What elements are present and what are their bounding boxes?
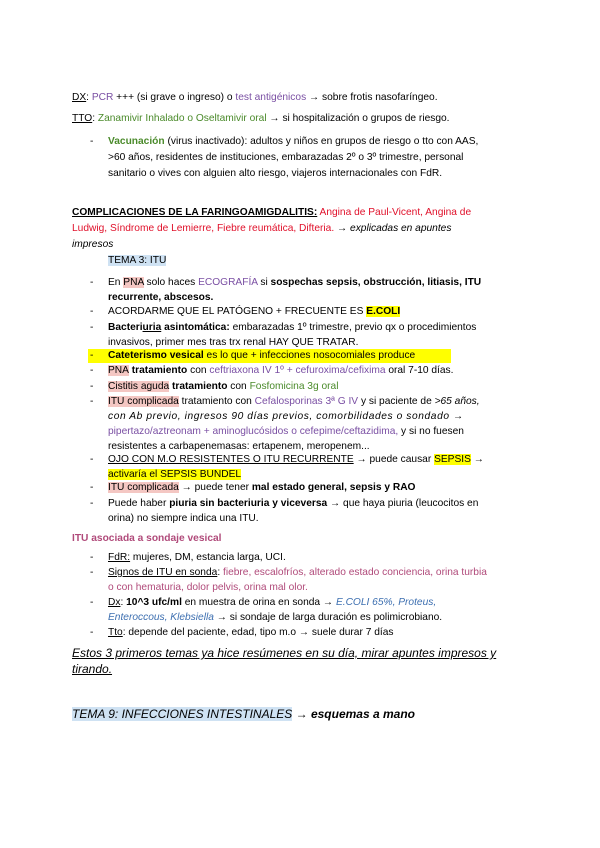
bullet: -: [90, 306, 94, 317]
bullet: -: [90, 482, 94, 493]
list-item: ITU complicada tratamiento con Cefalosporinas 3ª G IV y si paciente de >65 años, con Ab previo, ingresos 90 días previos, comorbilidades o sondado → pipertazo/aztreonam + aminoglucósidos o cefepime/ceftazidima, y si no fuesen resistentes a carbapenemasas: ertapenem, meropenem...: [108, 396, 480, 452]
dx-line: DX: PCR +++ (si grave o ingreso) o test antigénicos → sobre frotis nasofaríngeo.: [72, 92, 438, 103]
list-item: Cateterismo vesical es lo que + infecciones nosocomiales produce: [108, 350, 416, 361]
list-item: Cistitis aguda tratamiento con Fosfomicina 3g oral: [108, 381, 339, 392]
tto-drugs: Zanamivir Inhalado o Oseltamivir oral: [97, 113, 267, 124]
list-item: Puede haber piuria sin bacteriuria y viceversa → que haya piuria (leucocitos en orina) no siempre indica una ITU.: [108, 498, 479, 524]
tema9-title: TEMA 9: INFECCIONES INTESTINALES → esquemas a mano: [72, 707, 415, 721]
bullet: -: [90, 277, 94, 288]
dx-label: DX: [72, 92, 87, 103]
tto-label: TTO: [72, 113, 93, 124]
tema3-title: TEMA 3: ITU: [108, 255, 167, 266]
vacunacion-title: Vacunación: [108, 136, 165, 147]
list-item: PNA tratamiento con ceftriaxona IV 1º + cefuroxima/cefixima oral 7-10 días.: [108, 365, 454, 376]
vacunacion-item: Vacunación (virus inactivado): adultos y niños en grupos de riesgo o tto con AAS, >60 años, residentes de instituciones, embarazadas 2º o 3º trimestre, personal sanitario o vives con alguien alto riesgo, viajeros internacionales con FdR.: [108, 136, 479, 179]
test-antigenicos: test antigénicos: [235, 92, 307, 103]
bullet: -: [90, 136, 94, 147]
bullet: -: [90, 396, 94, 407]
list-item: Dx: 10^3 ufc/ml en muestra de orina en sonda → E.COLI 65%, Proteus, Enteroccous, Klebsiella → si sondaje de larga duración es polimicrobiano.: [108, 597, 443, 623]
bullet: -: [90, 597, 94, 608]
bullet: -: [90, 552, 94, 563]
bullet: -: [90, 350, 94, 361]
bullet: -: [90, 498, 94, 509]
list-item: Signos de ITU en sonda: fiebre, escalofríos, alterado estado conciencia, orina turbia o con hematuria, dolor pelvis, orina mal olor.: [108, 567, 487, 593]
list-item: En PNA solo haces ECOGRAFÍA si sospechas sepsis, obstrucción, litiasis, ITU recurrente, abscesos.: [108, 277, 482, 303]
complicaciones-block: COMPLICACIONES DE LA FARINGOAMIGDALITIS: Angina de Paul-Vicent, Angina de Ludwig, Síndrome de Lemierre, Fiebre reumática, Difteria. → explicadas en apuntes impresos: [72, 207, 472, 250]
bullet: -: [90, 322, 94, 333]
bullet: -: [90, 381, 94, 392]
pcr-text: PCR: [91, 92, 114, 103]
list-item: Tto: depende del paciente, edad, tipo m.o → suele durar 7 días: [108, 627, 394, 638]
list-item: ACORDARME QUE EL PATÓGENO + FRECUENTE ES E.COLI: [108, 306, 401, 317]
resumen-note: Estos 3 primeros temas ya hice resúmenes en su día, mirar apuntes impresos y tirando.: [72, 646, 497, 676]
list-item: FdR: mujeres, DM, estancia larga, UCI.: [108, 552, 286, 563]
bullet: -: [90, 567, 94, 578]
list-item: Bacteriuria asintomática: embarazadas 1º trimestre, previo qx o procedimientos invasivos, primer mes tras trx renal HAY QUE TRATAR.: [108, 322, 477, 348]
complicaciones-title: COMPLICACIONES DE LA FARINGOAMIGDALITIS:: [72, 207, 318, 218]
list-item: OJO CON M.O RESISTENTES O ITU RECURRENTE → puede causar SEPSIS → activaría el SEPSIS BUNDEL: [108, 454, 484, 480]
bullet: -: [90, 365, 94, 376]
tto-line: TTO: Zanamivir Inhalado o Oseltamivir oral → si hospitalización o grupos de riesgo.: [72, 113, 450, 124]
sondaje-title: ITU asociada a sondaje vesical: [72, 533, 222, 544]
bullet: -: [90, 454, 94, 465]
bullet: -: [90, 627, 94, 638]
list-item: ITU complicada → puede tener mal estado general, sepsis y RAO: [108, 482, 416, 493]
